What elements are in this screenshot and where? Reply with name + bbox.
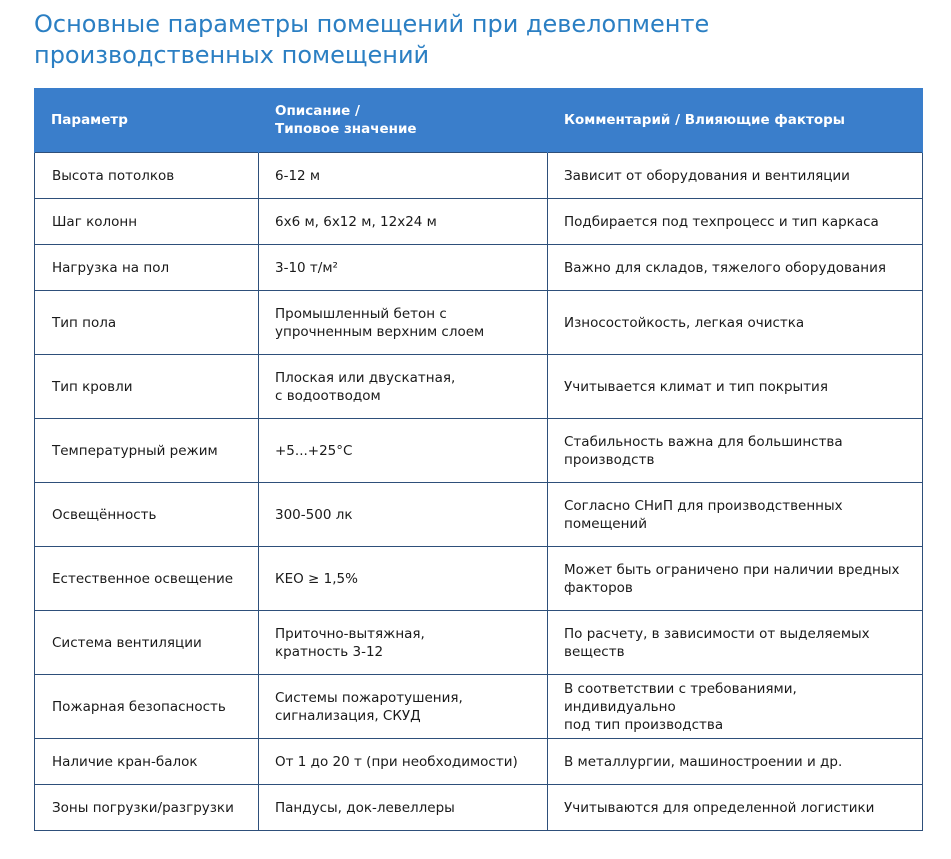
value-cell (259, 611, 548, 675)
value-cell (259, 245, 548, 291)
comment-line: В соответствии с требованиями, индивидуально (564, 680, 797, 715)
parameter-cell: Шаг колонн (35, 199, 259, 245)
comment-cell (548, 291, 923, 355)
value-line: Приточно-вытяжная, (275, 625, 425, 642)
header-parameter: Параметр (35, 88, 259, 153)
comment-line: помещений (564, 515, 647, 532)
table-row (35, 547, 923, 611)
value-line: Промышленный бетон с (275, 305, 447, 322)
header-comment: Комментарий / Влияющие факторы (548, 88, 923, 153)
value-cell (259, 419, 548, 483)
value-line: Пандусы, док-левеллеры (275, 799, 455, 816)
comment-line: По расчету, в зависимости от выделяемых (564, 625, 870, 642)
comment-line: Может быть ограничено при наличии вредных (564, 561, 900, 578)
value-line: КЕО ≥ 1,5% (275, 570, 358, 587)
table-row (35, 611, 923, 675)
comment-cell (548, 419, 923, 483)
table-row (35, 785, 923, 831)
parameter-cell: Зоны погрузки/разгрузки (35, 785, 259, 831)
value-line: с водоотводом (275, 387, 381, 404)
table-row (35, 355, 923, 419)
comment-line: В металлургии, машиностроении и др. (564, 753, 843, 770)
value-line: Системы пожаротушения, (275, 689, 463, 706)
table-row (35, 675, 923, 739)
value-cell (259, 675, 548, 739)
comment-cell (548, 785, 923, 831)
table-row (35, 245, 923, 291)
parameter-cell: Естественное освещение (35, 547, 259, 611)
table-row (35, 483, 923, 547)
header-row (35, 88, 923, 153)
table-row (35, 419, 923, 483)
value-line: сигнализация, СКУД (275, 707, 421, 724)
parameter-cell: Тип пола (35, 291, 259, 355)
value-cell (259, 291, 548, 355)
parameter-cell: Система вентиляции (35, 611, 259, 675)
comment-line: Стабильность важна для большинства (564, 433, 843, 450)
comment-line: Учитывается климат и тип покрытия (564, 378, 828, 395)
value-cell (259, 547, 548, 611)
comment-cell (548, 547, 923, 611)
comment-line: Износостойкость, легкая очистка (564, 314, 805, 331)
comment-cell (548, 245, 923, 291)
parameter-cell: Наличие кран-балок (35, 739, 259, 785)
value-line: кратность 3-12 (275, 643, 384, 660)
header-description-line-1: Описание / (275, 103, 360, 119)
value-line: 3-10 т/м² (275, 259, 338, 276)
parameters-table (34, 88, 923, 831)
value-line: От 1 до 20 т (при необходимости) (275, 753, 518, 770)
comment-cell (548, 611, 923, 675)
table-body (35, 153, 923, 831)
comment-line: веществ (564, 643, 625, 660)
parameter-cell: Тип кровли (35, 355, 259, 419)
table-row (35, 739, 923, 785)
value-cell (259, 739, 548, 785)
header-description-line-2: Типовое значение (275, 121, 417, 137)
table-row (35, 153, 923, 199)
comment-cell (548, 355, 923, 419)
comment-line: Учитываются для определенной логистики (564, 799, 875, 816)
value-cell (259, 153, 548, 199)
comment-cell (548, 483, 923, 547)
value-line: +5...+25°C (275, 442, 353, 459)
value-line: 6х6 м, 6х12 м, 12х24 м (275, 213, 437, 230)
value-cell (259, 785, 548, 831)
parameter-cell: Пожарная безопасность (35, 675, 259, 739)
value-cell (259, 199, 548, 245)
header-description (259, 88, 548, 153)
comment-line: производств (564, 451, 655, 468)
parameter-cell: Температурный режим (35, 419, 259, 483)
comment-line: Согласно СНиП для производственных (564, 497, 843, 514)
comment-cell (548, 739, 923, 785)
value-line: упрочненным верхним слоем (275, 323, 485, 340)
value-line: Плоская или двускатная, (275, 369, 456, 386)
comment-line: Зависит от оборудования и вентиляции (564, 167, 850, 184)
table-row (35, 199, 923, 245)
comment-line: под тип производства (564, 716, 724, 733)
comment-line: факторов (564, 579, 633, 596)
table-row (35, 291, 923, 355)
comment-line: Важно для складов, тяжелого оборудования (564, 259, 886, 276)
comment-cell (548, 199, 923, 245)
comment-cell (548, 675, 923, 739)
comment-cell (548, 153, 923, 199)
value-cell (259, 483, 548, 547)
value-line: 6-12 м (275, 167, 321, 184)
page-title: Основные параметры помещений при девелопменте производственных помещений (34, 10, 710, 69)
comment-line: Подбирается под техпроцесс и тип каркаса (564, 213, 879, 230)
parameter-cell: Высота потолков (35, 153, 259, 199)
parameter-cell: Нагрузка на пол (35, 245, 259, 291)
parameter-cell: Освещённость (35, 483, 259, 547)
value-cell (259, 355, 548, 419)
table-header (35, 88, 923, 153)
value-line: 300-500 лк (275, 506, 353, 523)
